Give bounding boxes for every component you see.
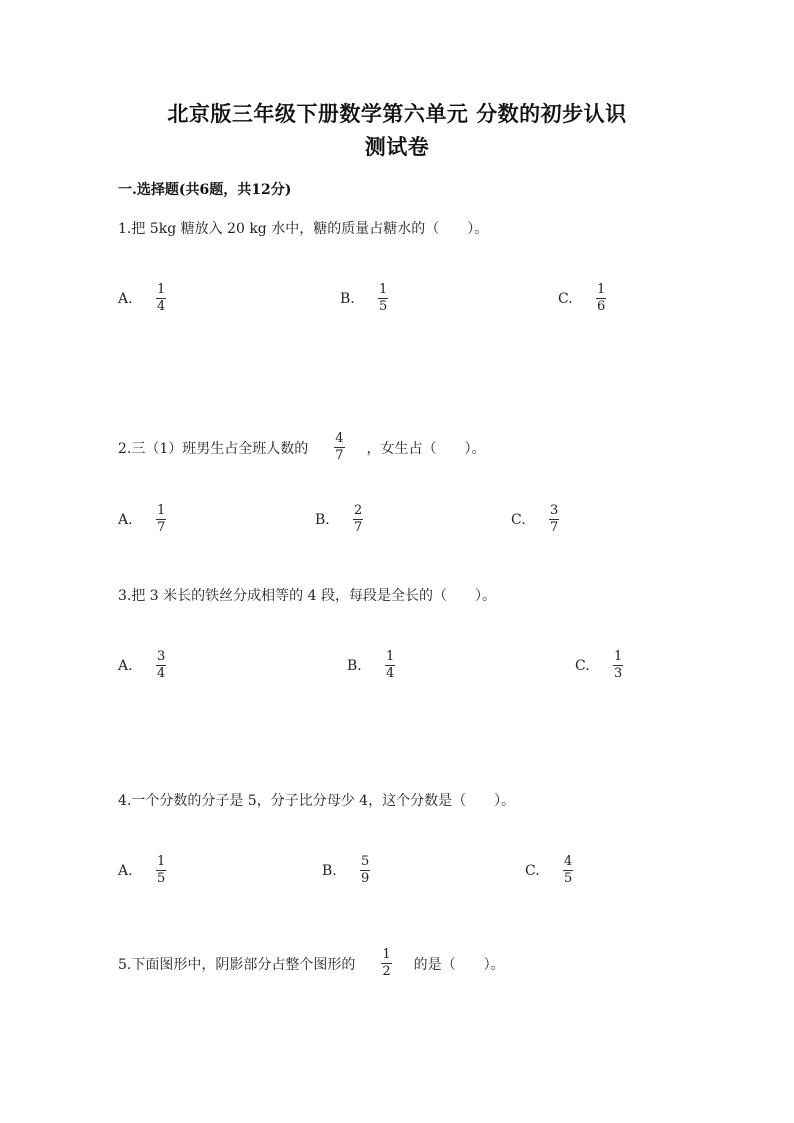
q3-option-c[interactable] xyxy=(575,650,623,681)
fraction: $\frac{4}{5}$ xyxy=(564,854,573,886)
question-2 xyxy=(118,432,486,463)
option-letter: C. xyxy=(575,657,590,674)
question-text: 2.三（1）班男生占全班人数的 xyxy=(118,440,309,457)
question-text: 3.把 3 米长的铁丝分成相等的 4 段，每段是全长的（ ）。 xyxy=(118,588,496,604)
option-letter: A. xyxy=(118,511,133,528)
fraction: $\frac{1}{3}$ xyxy=(614,649,623,681)
fraction: $\frac{1}{6}$ xyxy=(597,282,606,314)
fraction: $\frac{1}{4}$ xyxy=(386,649,395,681)
option-letter: A. xyxy=(118,290,133,307)
option-letter: B. xyxy=(322,862,337,879)
page-title: 北京版三年级下册数学第六单元 分数的初步认识 xyxy=(167,101,627,126)
fraction: $\frac{3}{7}$ xyxy=(550,503,559,535)
fraction: $\frac{2}{7}$ xyxy=(354,503,363,535)
option-letter: A. xyxy=(118,862,133,879)
fraction: $\frac{5}{9}$ xyxy=(361,854,370,886)
question-text: 4.一个分数的分子是 5，分子比分母少 4，这个分数是（ ）。 xyxy=(118,793,516,809)
question-3 xyxy=(118,585,496,605)
q2-option-c[interactable] xyxy=(511,504,559,535)
fraction: $\frac{1}{5}$ xyxy=(157,854,166,886)
q3-option-a[interactable] xyxy=(118,650,166,681)
question-text: 的是（ ）。 xyxy=(413,956,505,973)
q4-option-b[interactable] xyxy=(322,855,370,886)
option-letter: B. xyxy=(347,657,362,674)
option-letter: C. xyxy=(511,511,526,528)
option-letter: A. xyxy=(118,657,133,674)
q1-option-a[interactable] xyxy=(118,283,166,314)
q4-option-a[interactable] xyxy=(118,855,166,886)
fraction: $\frac{1}{5}$ xyxy=(379,282,388,314)
q2-option-b[interactable] xyxy=(315,504,363,535)
q1-option-c[interactable] xyxy=(558,283,606,314)
option-letter: B. xyxy=(340,290,355,307)
question-text: ，女生占（ ）。 xyxy=(366,440,486,457)
section-header: 一.选择题(共6题，共12分) xyxy=(118,182,292,198)
fraction: $\frac{1}{2}$ xyxy=(382,947,391,979)
q4-option-c[interactable] xyxy=(525,855,573,886)
option-letter: C. xyxy=(525,862,540,879)
option-letter: B. xyxy=(315,511,330,528)
question-5 xyxy=(118,948,505,979)
question-4 xyxy=(118,790,515,810)
q1-option-b[interactable] xyxy=(340,283,388,314)
fraction: $\frac{3}{4}$ xyxy=(157,649,166,681)
fraction: $\frac{4}{7}$ xyxy=(335,431,344,463)
question-text: 1.把 5kg 糖放入 20 kg 水中，糖的质量占糖水的（ ）。 xyxy=(118,221,489,237)
question-1 xyxy=(118,218,488,238)
q3-option-b[interactable] xyxy=(347,650,395,681)
fraction: $\frac{1}{4}$ xyxy=(157,282,166,314)
option-letter: C. xyxy=(558,290,573,307)
page-subtitle: 测试卷 xyxy=(364,134,430,159)
fraction: $\frac{1}{7}$ xyxy=(157,503,166,535)
q2-option-a[interactable] xyxy=(118,504,166,535)
question-text: 5.下面图形中，阴影部分占整个图形的 xyxy=(118,956,356,973)
